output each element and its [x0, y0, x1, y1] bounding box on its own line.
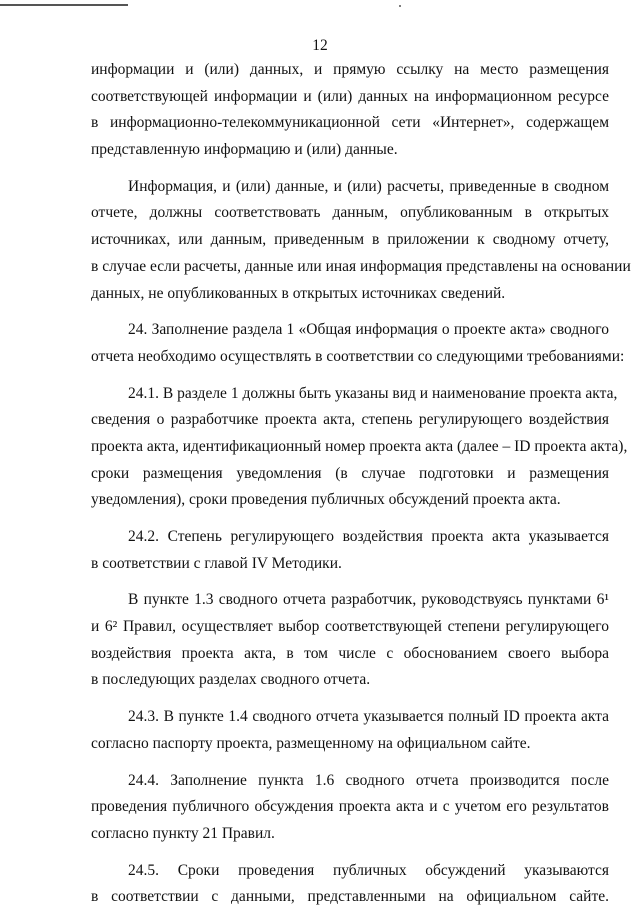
text-line: уведомления), сроки проведения публичных обсуждений проекта акта. [91, 491, 561, 509]
scan-corner-mark [0, 0, 128, 6]
text-line: проведения публичного обсуждения проекта акта и с учетом его результатов [91, 798, 609, 816]
text-line: 24.5. Сроки проведения публичных обсуждений указываются [128, 861, 609, 879]
text-line: в соответствии с данными, представленными на официальном сайте. [91, 888, 609, 906]
text-line: 24.4. Заполнение пункта 1.6 сводного отчета производится после [128, 771, 609, 789]
text-line: Информация, и (или) данные, и (или) расчеты, приведенные в сводном [128, 177, 609, 195]
text-line: В пункте 1.3 сводного отчета разработчик, руководствуясь пунктами 6¹ [128, 591, 609, 609]
text-line: в информационно-телекоммуникационной сети «Интернет», содержащем [91, 114, 609, 132]
text-line: в последующих разделах сводного отчета. [91, 671, 371, 689]
text-line: сведения о разработчике проекта акта, степень регулирующего воздействия [91, 411, 609, 429]
text-line: представленную информацию и (или) данные. [91, 141, 398, 159]
text-line: 24.1. В разделе 1 должны быть указаны вид и наименование проекта акта, [128, 384, 618, 402]
text-line: информации и (или) данных, и прямую ссылку на место размещения [91, 61, 609, 78]
text-line: 24.3. В пункте 1.4 сводного отчета указывается полный ID проекта акта [128, 708, 609, 726]
scan-speck [399, 5, 401, 7]
text-line: 24. Заполнение раздела 1 «Общая информация о проекте акта» сводного [128, 321, 609, 339]
text-line: и 6² Правил, осуществляет выбор соответствующей степени регулирующего [91, 618, 609, 636]
text-line: в случае если расчеты, данные или иная информация представлены на основании [91, 257, 631, 275]
text-line: источниках, или данным, приведенным в приложении к сводному отчету, [91, 231, 609, 249]
text-line: сроки размещения уведомления (в случае подготовки и размещения [91, 464, 609, 482]
text-line: воздействия проекта акта, в том числе с обоснованием своего выбора [91, 644, 609, 662]
text-line: в соответствии с главой IV Методики. [91, 554, 342, 572]
page-number: 12 [312, 37, 328, 54]
text-line: отчете, должны соответствовать данным, опубликованным в открытых [91, 204, 609, 222]
document-body [91, 57, 631, 911]
text-line: проекта акта, идентификационный номер проекта акта (далее – ID проекта акта), [91, 437, 628, 455]
text-line: данных, не опубликованных в открытых источниках сведений. [91, 284, 506, 302]
text-line: 24.2. Степень регулирующего воздействия проекта акта указывается [128, 528, 609, 545]
text-line: отчета необходимо осуществлять в соответствии со следующими требованиями: [91, 347, 625, 365]
text-line: соответствующей информации и (или) данных на информационном ресурсе [91, 87, 609, 105]
text-line: согласно паспорту проекта, размещенному на официальном сайте. [91, 734, 531, 752]
text-line: согласно пункту 21 Правил. [91, 824, 275, 842]
